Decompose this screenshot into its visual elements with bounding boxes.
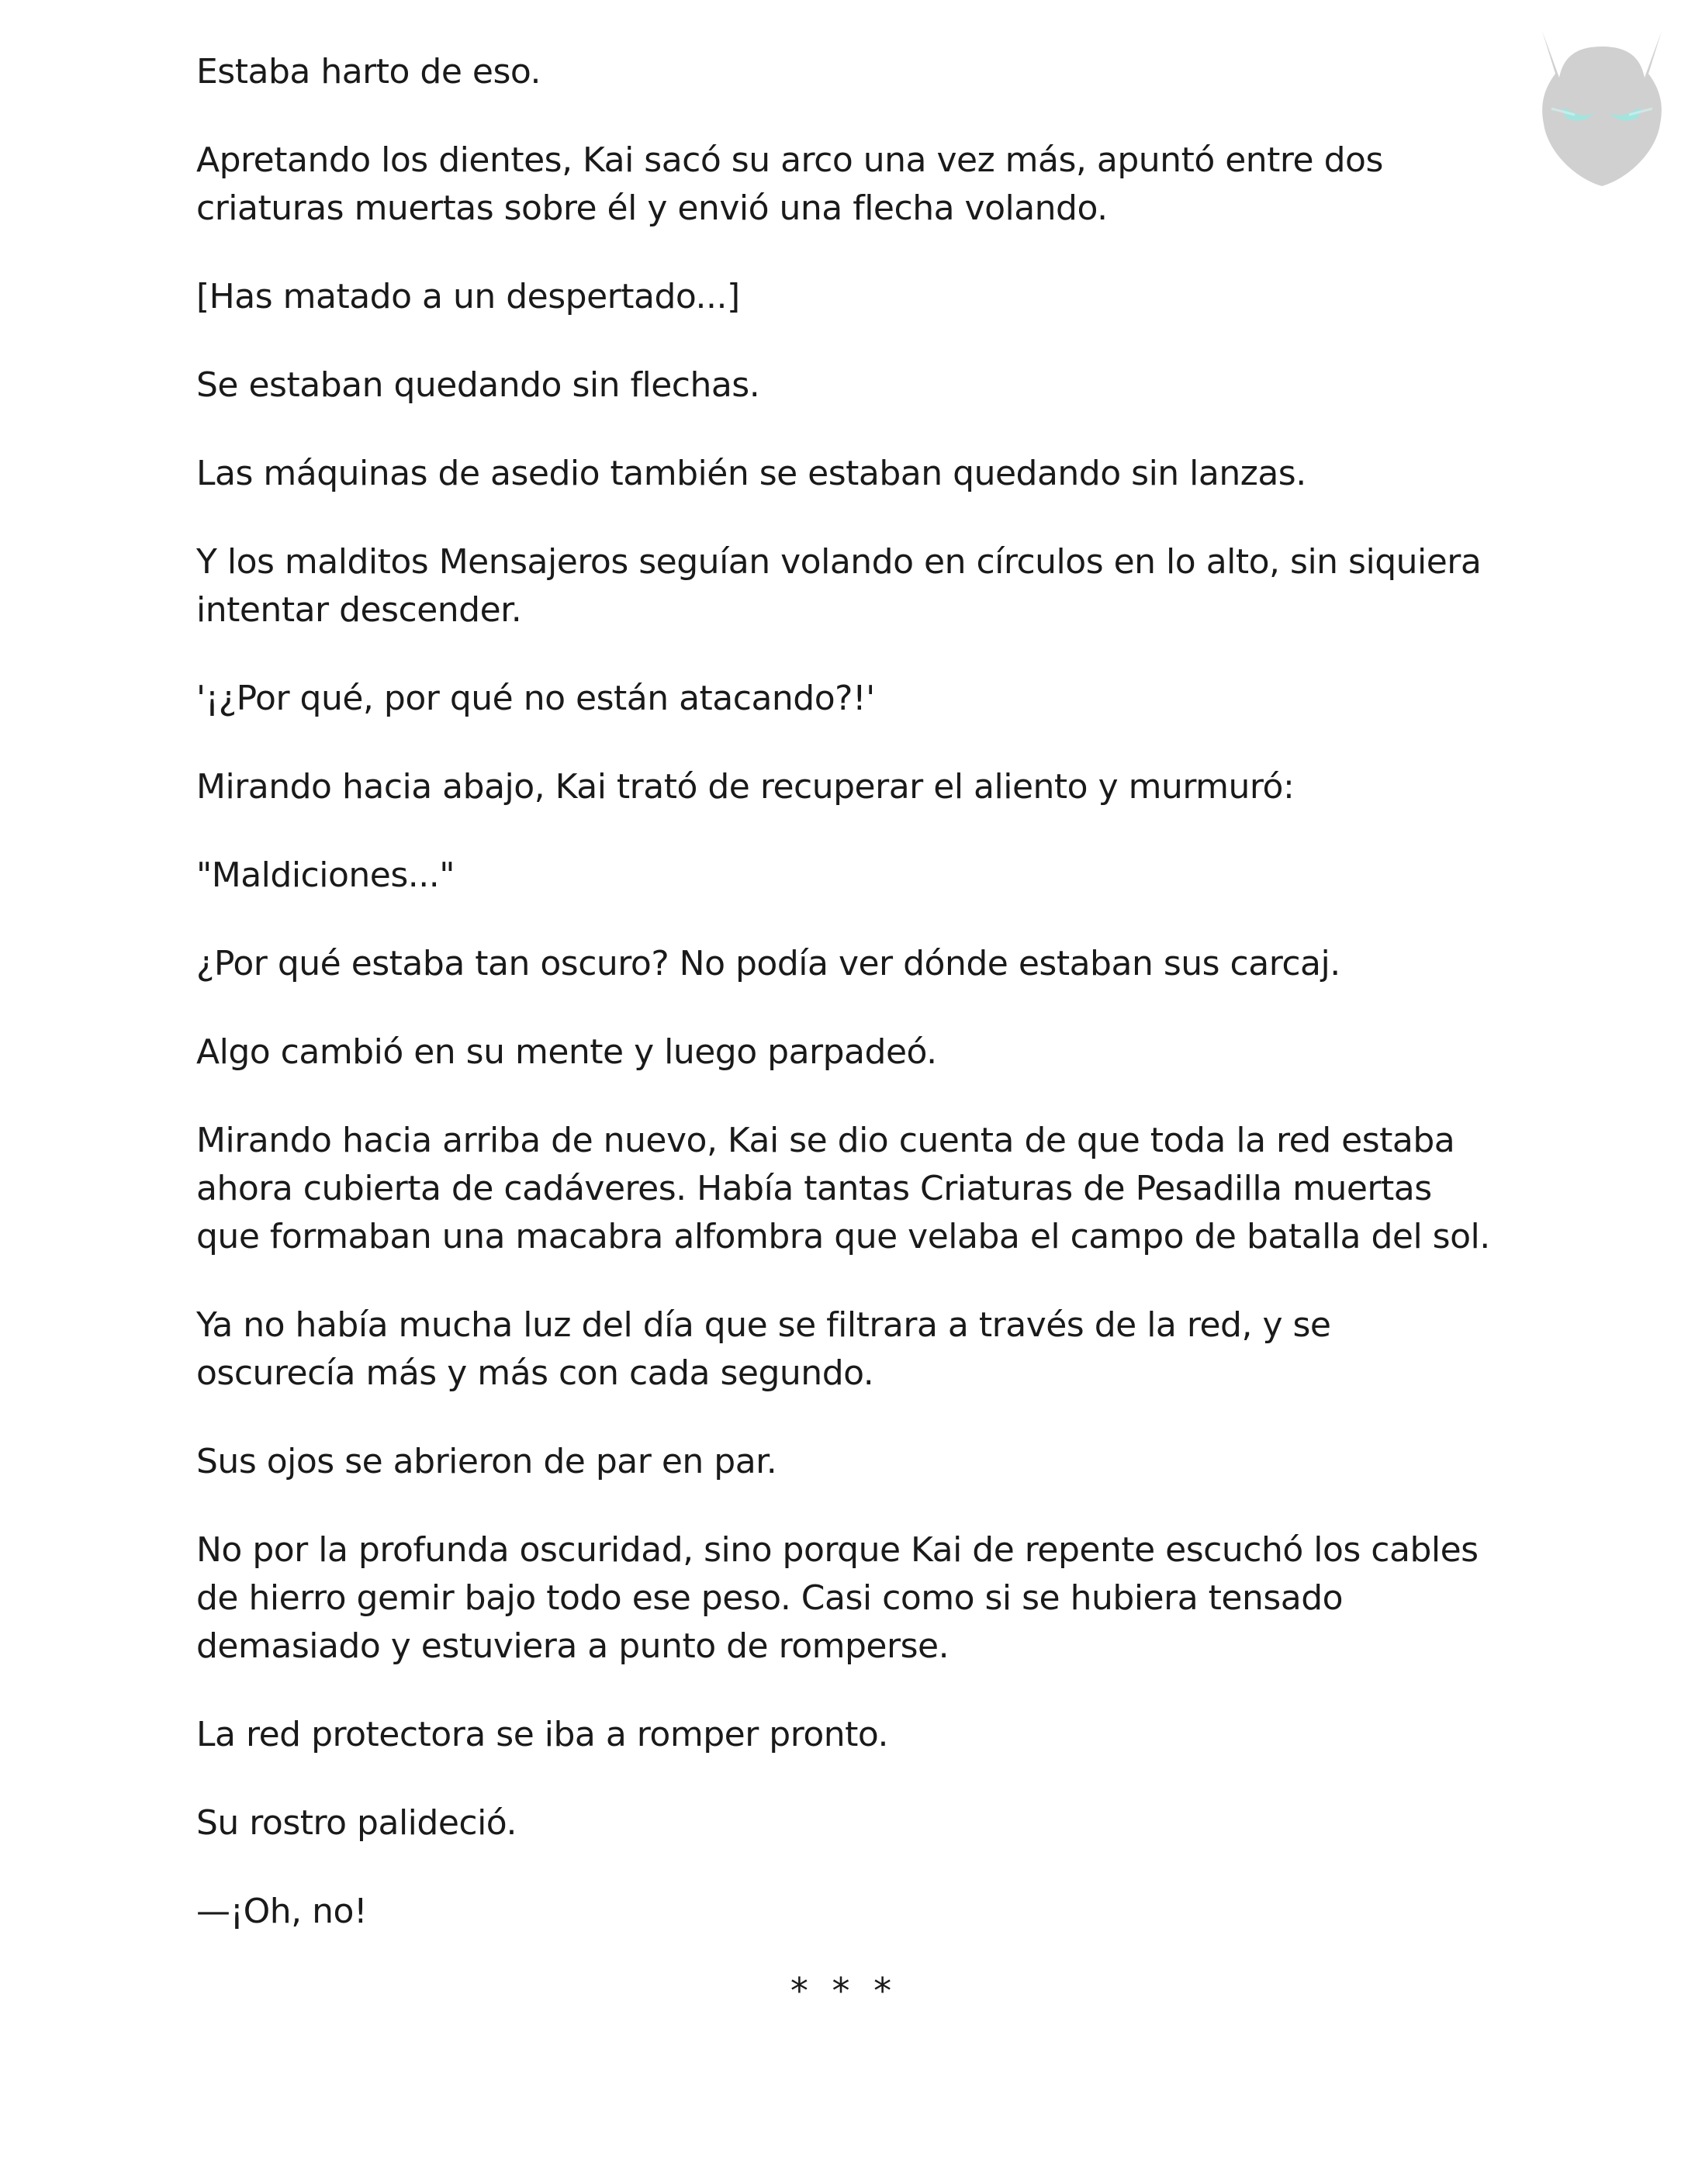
paragraph: No por la profunda oscuridad, sino porque Kai de repente escuchó los cables de hierro gemir bajo todo ese peso. Casi como si se hubiera tensado demasiado y estuviera a punto de romperse. <box>196 1530 1479 1666</box>
paragraph: Y los malditos Mensajeros seguían volando en círculos en lo alto, sin siquiera intentar descender. <box>196 542 1482 630</box>
paragraph: La red protectora se iba a romper pronto. <box>196 1715 889 1754</box>
horned-demon-head-icon <box>1520 16 1683 194</box>
paragraph: Mirando hacia abajo, Kai trató de recuperar el aliento y murmuró: <box>196 767 1295 807</box>
paragraph: —¡Oh, no! <box>196 1892 368 1931</box>
paragraph: ¿Por qué estaba tan oscuro? No podía ver dónde estaban sus carcaj. <box>196 944 1340 983</box>
paragraph: Se estaban quedando sin flechas. <box>196 365 760 405</box>
paragraph: Ya no había mucha luz del día que se filtrara a través de la red, y se oscurecía más y más con cada segundo. <box>196 1305 1331 1393</box>
paragraph: Apretando los dientes, Kai sacó su arco una vez más, apuntó entre dos criaturas muertas sobre él y envió una flecha volando. <box>196 140 1383 228</box>
scene-break: * * * <box>790 1970 898 2012</box>
paragraph: [Has matado a un despertado...] <box>196 277 740 316</box>
chapter-body <box>196 48 1499 1976</box>
paragraph: Estaba harto de eso. <box>196 52 541 92</box>
paragraph: Sus ojos se abrieron de par en par. <box>196 1442 777 1481</box>
paragraph: Mirando hacia arriba de nuevo, Kai se dio cuenta de que toda la red estaba ahora cubierta de cadáveres. Había tantas Criaturas de Pesadilla muertas que formaban una macabra alfombra que velaba el campo de batalla del sol. <box>196 1121 1490 1256</box>
paragraph: "Maldiciones..." <box>196 855 455 895</box>
paragraph: Las máquinas de asedio también se estaban quedando sin lanzas. <box>196 454 1306 493</box>
paragraph: Su rostro palideció. <box>196 1803 517 1843</box>
paragraph: '¡¿Por qué, por qué no están atacando?!' <box>196 679 875 718</box>
paragraph: Algo cambió en su mente y luego parpadeó. <box>196 1032 937 1072</box>
